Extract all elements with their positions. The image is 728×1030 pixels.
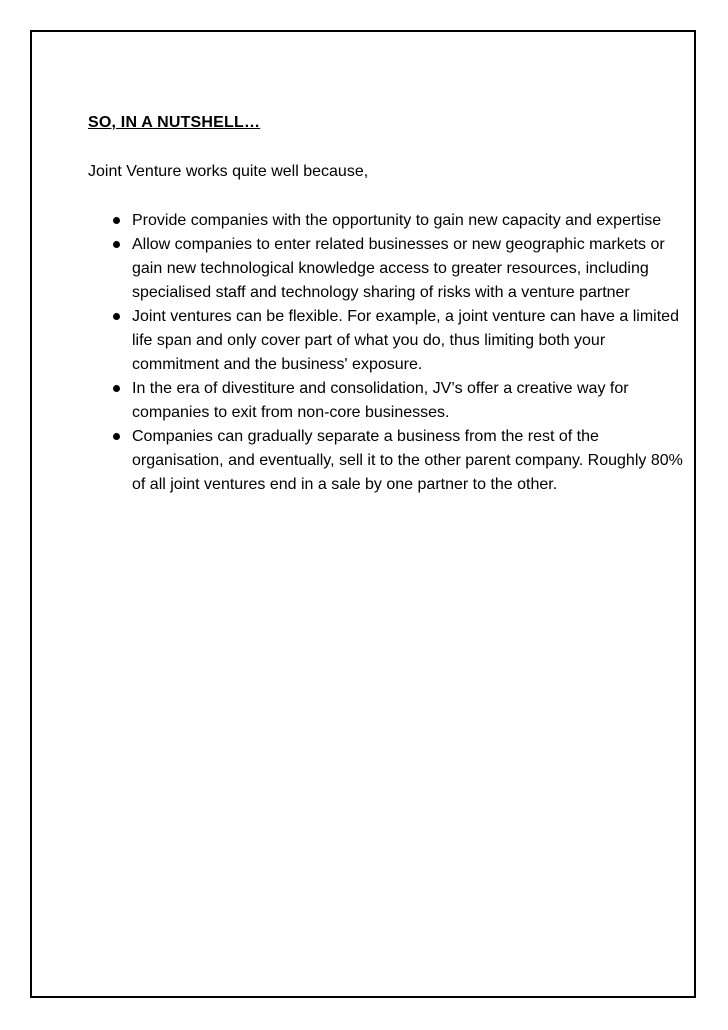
bullet-icon [113,385,120,392]
list-item [88,233,684,305]
bullet-icon [113,313,120,320]
bullet-icon [113,433,120,440]
list-item [88,209,684,233]
intro-text: Joint Venture works quite well because, [88,163,369,180]
list-item-text: Provide companies with the opportunity to gain new capacity and expertise [132,212,662,229]
list-item-text: In the era of divestiture and consolidation, JV’s offer a creative way for companies to exit from non-core businesses. [132,380,629,421]
list-item [88,377,684,425]
list-item [88,425,684,497]
list-item-text: Joint ventures can be flexible. For example, a joint venture can have a limited life span and only cover part of what you do, thus limiting both your commitment and the business' exposure. [132,308,679,373]
bullet-list [88,209,684,497]
list-item [88,305,684,377]
list-item-text: Companies can gradually separate a business from the rest of the organisation, and eventually, sell it to the other parent company. Roughly 80% of all joint ventures end in a sale by one partner to the other. [132,428,683,493]
bullet-icon [113,217,120,224]
list-item-text: Allow companies to enter related businesses or new geographic markets or gain new technological knowledge access to greater resources, including specialised staff and technology sharing of risks with a venture partner [132,236,665,301]
bullet-icon [113,241,120,248]
section-heading: SO, IN A NUTSHELL… [88,114,261,131]
